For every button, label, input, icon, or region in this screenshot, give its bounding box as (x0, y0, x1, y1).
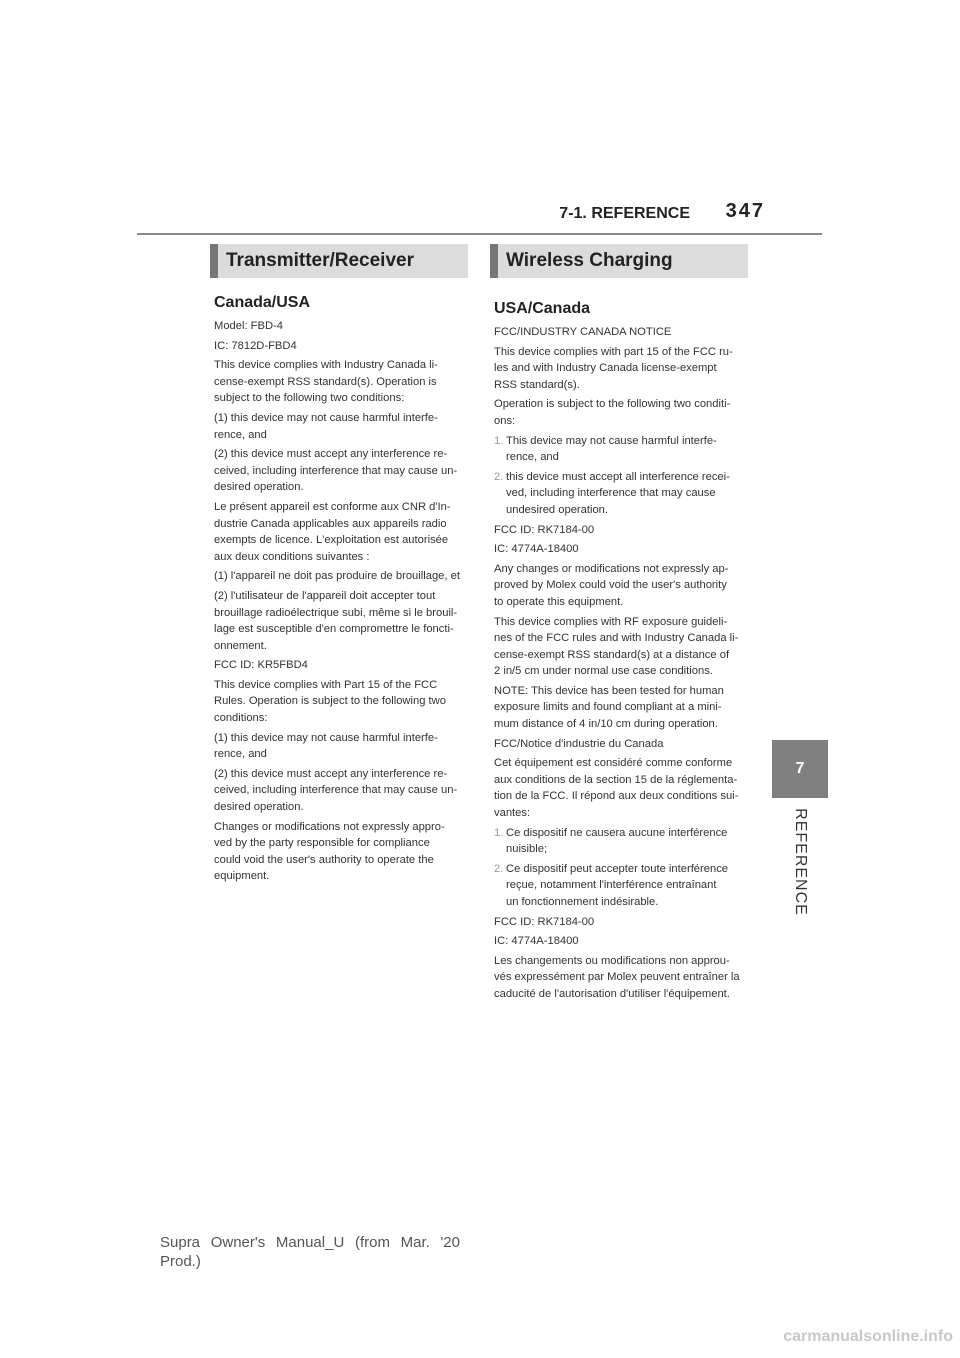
paragraph: (2) this device must accept any interference re- ceived, including interference that may cause un- desired operation. (214, 767, 458, 814)
paragraph: (2) l'utilisateur de l'appareil doit accepter tout brouillage radioélectrique subi, même si le brouil- lage est susceptible d'en compromettre le foncti- onnement. (214, 589, 458, 652)
list-item: 2. Ce dispositif peut accepter toute interférence reçue, notamment l'interférence entraînant un fonctionnement indésirable. (494, 862, 729, 908)
watermark: carmanualsonline.info (783, 1328, 953, 1345)
paragraph: Changes or modifications not expressly appro- ved by the party responsible for compliance could void the user's authority to operate the equipment. (214, 820, 445, 883)
footer-manual-title: Supra Owner's Manual_U (from Mar. '20 Prod.) (160, 1234, 460, 1270)
paragraph: Les changements ou modifications non approu- vés expressément par Molex peuvent entraîner la caducité de l'autorisation d'utiliser l'équipement. (494, 954, 740, 1000)
paragraph: Model: FBD-4 (214, 320, 284, 332)
paragraph: NOTE: This device has been tested for human exposure limits and found compliant at a mini- mum distance of 4 in/10 cm during operation. (494, 684, 724, 731)
paragraph: Operation is subject to the following two conditi- ons: (494, 398, 731, 427)
paragraph: This device complies with Industry Canada li- cense-exempt RSS standard(s). Operation is subject to the following two conditions: (214, 359, 438, 405)
section-title-transmitter: Transmitter/Receiver (226, 250, 414, 271)
list-item: 1. Ce dispositif ne causera aucune interférence nuisible; (494, 826, 728, 856)
list-item: 2. this device must accept all interference recei- ved, including interference that may cause undesired operation. (494, 470, 730, 516)
paragraph: Any changes or modifications not expressly ap- proved by Molex could void the user's authority to operate this equipment. (494, 562, 729, 608)
left-column (214, 294, 466, 888)
paragraph: (1) this device may not cause harmful interfe- rence, and (214, 731, 438, 761)
chapter-tab[interactable] (772, 740, 828, 798)
header-divider (137, 233, 822, 235)
subheading-usa-canada: USA/Canada (494, 300, 591, 317)
paragraph: IC: 7812D-FBD4 (214, 339, 297, 352)
paragraph: FCC/Notice d'industrie du Canada (494, 737, 664, 750)
paragraph: Le présent appareil est conforme aux CNR d'In- dustrie Canada applicables aux appareils radio exempts de licence. L'exploitation est autorisée aux deux conditions suivantes : (214, 500, 451, 563)
section-bar-transmitter (210, 244, 468, 278)
paragraph: FCC ID: RK7184-00 (494, 523, 595, 536)
paragraph: IC: 4774A-18400 (494, 935, 579, 948)
paragraph: This device complies with Part 15 of the FCC Rules. Operation is subject to the following two conditions: (214, 678, 446, 725)
paragraph: FCC ID: KR5FBD4 (214, 659, 308, 672)
paragraph: FCC/INDUSTRY CANADA NOTICE (494, 326, 672, 338)
section-header: 7-1. REFERENCE (559, 205, 690, 222)
left-paragraphs (214, 318, 466, 885)
paragraph: FCC ID: RK7184-00 (494, 915, 595, 928)
right-column (494, 300, 746, 1006)
paragraph: (1) this device may not cause harmful interfe- rence, and (214, 411, 438, 441)
chapter-label: REFERENCE (792, 808, 809, 916)
section-bar-wireless-charging (490, 244, 748, 278)
list-item: 1. This device may not cause harmful interfe- rence, and (494, 434, 717, 464)
section-title-wireless-charging: Wireless Charging (506, 250, 673, 271)
paragraph: This device complies with RF exposure guideli- nes of the FCC rules and with Industry Canada li- cense-exempt RSS standard(s) at a distance of 2 in/5 cm under normal use case conditions. (494, 615, 739, 678)
paragraph: This device complies with part 15 of the FCC ru- les and with Industry Canada license-exempt RSS standard(s). (494, 345, 733, 391)
paragraph: (2) this device must accept any interference re- ceived, including interference that may cause un- desired operation. (214, 448, 458, 494)
chapter-number: 7 (795, 760, 805, 777)
subheading-canada-usa: Canada/USA (214, 294, 311, 311)
page-number: 347 (725, 200, 765, 222)
paragraph: Cet équipement est considéré comme conforme aux conditions de la section 15 de la réglementa- tion de la FCC. Il répond aux deux conditions sui- vantes: (494, 757, 739, 820)
paragraph: IC: 4774A-18400 (494, 543, 579, 556)
paragraph: (1) l'appareil ne doit pas produire de brouillage, et (214, 570, 460, 583)
